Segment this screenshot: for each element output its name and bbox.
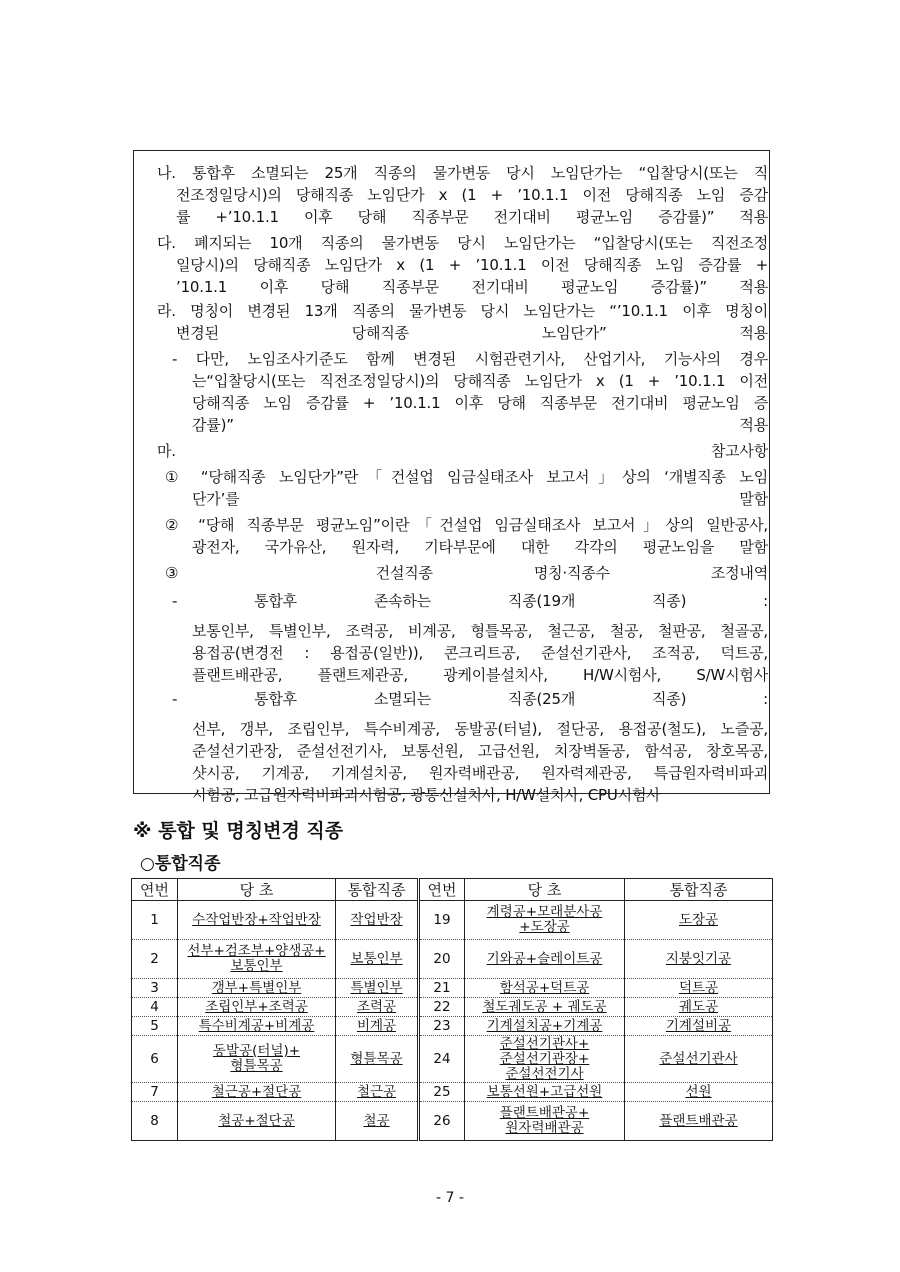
table-cell: 철공+절단공 — [178, 1102, 336, 1141]
section-heading: ※ 통합 및 명칭변경 직종 — [133, 820, 344, 842]
table-cell: 조립인부+조력공 — [178, 998, 336, 1017]
notes-line: ① “당해직종 노임단가”란「건설업 임금실태조사 보고서」상의 ‘개별직종 노임 — [165, 468, 768, 486]
table-cell: 2 — [132, 940, 178, 979]
table-cell: 계령공+모래분사공 +도장공 — [465, 901, 625, 940]
table-cell: 동발공(터널)+ 형틀목공 — [178, 1036, 336, 1083]
notes-line: - 통합후 존속하는 직종(19개 직종) : — [172, 592, 768, 610]
table-header-cell: 통합직종 — [625, 879, 773, 901]
table-cell: 준설선기관사 — [625, 1036, 773, 1083]
table-cell: 철근공+절단공 — [178, 1083, 336, 1102]
subsection-heading: ○통합직종 — [140, 854, 221, 874]
table-row — [132, 940, 773, 979]
table-header-row — [132, 879, 773, 901]
table-cell: 26 — [419, 1102, 465, 1141]
table-cell: 보통선원+고급선원 — [465, 1083, 625, 1102]
table-cell: 플랜트배관공 — [625, 1102, 773, 1141]
page-number: - 7 - — [436, 1190, 464, 1206]
table-cell: 철공 — [336, 1102, 419, 1141]
table-body — [132, 901, 773, 1141]
notes-line: 나. 통합후 소멸되는 25개 직종의 물가변동 당시 노임단가는 “입찰당시(또는 직 — [157, 164, 768, 182]
table-cell: 플랜트배관공+ 원자력배관공 — [465, 1102, 625, 1141]
table-cell: 철근공 — [336, 1083, 419, 1102]
table-cell: 덕트공 — [625, 979, 773, 998]
table-cell: 기계설치공+기계공 — [465, 1017, 625, 1036]
table-cell: 특수비계공+비계공 — [178, 1017, 336, 1036]
table-row — [132, 979, 773, 998]
notes-line: 는“입찰당시(또는 직전조정일당시)의 당해직종 노임단가 x (1 + ’10.1.1 이전 — [192, 372, 768, 390]
table-row — [132, 1036, 773, 1083]
notes-line: 선부, 갱부, 조립인부, 특수비계공, 동발공(터널), 절단공, 용접공(철도), 노즐공, — [192, 720, 768, 738]
table-cell: 1 — [132, 901, 178, 940]
table-cell: 함석공+덕트공 — [465, 979, 625, 998]
table-cell: 특별인부 — [336, 979, 419, 998]
table-row — [132, 1017, 773, 1036]
table-cell: 보통인부 — [336, 940, 419, 979]
table-header-cell: 당 초 — [465, 879, 625, 901]
notes-line: 마. 참고사항 — [157, 442, 768, 460]
notes-line: 단가’를 말함 — [192, 490, 768, 508]
table-cell: 기계설비공 — [625, 1017, 773, 1036]
notes-line: 라. 명칭이 변경된 13개 직종의 물가변동 당시 노임단가는 “’10.1.1 이후 명칭이 — [157, 302, 768, 320]
table-cell: 선원 — [625, 1083, 773, 1102]
table-row — [132, 1083, 773, 1102]
table-row — [132, 998, 773, 1017]
notes-line: 변경된 당해직종 노임단가” 적용 — [176, 324, 768, 342]
table-cell: 23 — [419, 1017, 465, 1036]
notes-line: ③ 건설직종 명칭·직종수 조정내역 — [165, 564, 768, 582]
table-cell: 수작업반장+작업반장 — [178, 901, 336, 940]
table-header-cell: 연번 — [419, 879, 465, 901]
table-cell: 궤도공 — [625, 998, 773, 1017]
notes-line: 률 +’10.1.1 이후 당해 직종부문 전기대비 평균노임 증감률)” 적용 — [176, 208, 768, 226]
notes-line: ② “당해 직종부문 평균노임”이란「건설업 임금실태조사 보고서」상의 일반공사, — [165, 516, 768, 534]
notes-line: 광전자, 국가유산, 원자력, 기타부문에 대한 각각의 평균노임을 말함 — [192, 538, 768, 556]
table-cell: 25 — [419, 1083, 465, 1102]
notes-line: 일당시)의 당해직종 노임단가 x (1 + ’10.1.1 이전 당해직종 노임 증감률 + — [176, 256, 768, 274]
notes-line: 준설선기관장, 준설선전기사, 보통선원, 고급선원, 치장벽돌공, 함석공, 창호목공, — [192, 742, 768, 760]
table-cell: 8 — [132, 1102, 178, 1141]
table-row — [132, 1102, 773, 1141]
table-header-cell: 당 초 — [178, 879, 336, 901]
notes-line: - 통합후 소멸되는 직종(25개 직종) : — [172, 690, 768, 708]
notes-line: 당해직종 노임 증감률 + ’10.1.1 이후 당해 직종부문 전기대비 평균노임 증 — [192, 394, 768, 412]
table-row — [132, 901, 773, 940]
table-cell: 19 — [419, 901, 465, 940]
notes-line: 보통인부, 특별인부, 조력공, 비계공, 형틀목공, 철근공, 철공, 철판공, 철골공, — [192, 622, 768, 640]
table-cell: 20 — [419, 940, 465, 979]
table-cell: 4 — [132, 998, 178, 1017]
table-cell: 형틀목공 — [336, 1036, 419, 1083]
table-cell: 도장공 — [625, 901, 773, 940]
notes-line: 감률)” 적용 — [192, 416, 768, 434]
notes-line: - 다만, 노임조사기준도 함께 변경된 시험관련기사, 산업기사, 기능사의 경우 — [172, 350, 768, 368]
table-cell: 조력공 — [336, 998, 419, 1017]
table-cell: 준설선기관사+ 준설선기관장+ 준설선전기사 — [465, 1036, 625, 1083]
integration-table — [131, 878, 773, 1141]
notes-line: ’10.1.1 이후 당해 직종부문 전기대비 평균노임 증감률)” 적용 — [176, 278, 768, 296]
table-cell: 6 — [132, 1036, 178, 1083]
table-cell: 5 — [132, 1017, 178, 1036]
notes-line: 다. 폐지되는 10개 직종의 물가변동 당시 노임단가는 “입찰당시(또는 직전조정 — [157, 234, 768, 252]
table-cell: 비계공 — [336, 1017, 419, 1036]
table-cell: 철도궤도공 + 궤도공 — [465, 998, 625, 1017]
table-cell: 작업반장 — [336, 901, 419, 940]
table-cell: 7 — [132, 1083, 178, 1102]
notes-line: 샷시공, 기계공, 기계설치공, 원자력배관공, 원자력제관공, 특급원자력비파괴 — [192, 764, 768, 782]
table-cell: 선부+검조부+양생공+ 보통인부 — [178, 940, 336, 979]
table-cell: 갱부+특별인부 — [178, 979, 336, 998]
table-cell: 21 — [419, 979, 465, 998]
notes-line: 용접공(변경전 : 용접공(일반)), 콘크리트공, 준설선기관사, 조적공, 덕트공, — [192, 644, 768, 662]
table-header-cell: 통합직종 — [336, 879, 419, 901]
notes-line: 전조정일당시)의 당해직종 노임단가 x (1 + ’10.1.1 이전 당해직종 노임 증감 — [176, 186, 768, 204]
notes-line: 시험공, 고급원자력비파괴시험공, 광통신설치사, H/W설치사, CPU시험사 — [192, 786, 661, 804]
table-cell: 22 — [419, 998, 465, 1017]
table-cell: 3 — [132, 979, 178, 998]
table-cell: 기와공+슬레이트공 — [465, 940, 625, 979]
table-cell: 24 — [419, 1036, 465, 1083]
table-header-cell: 연번 — [132, 879, 178, 901]
notes-line: 플랜트배관공, 플랜트제관공, 광케이블설치사, H/W시험사, S/W시험사 — [192, 666, 768, 684]
table-cell: 지붕잇기공 — [625, 940, 773, 979]
